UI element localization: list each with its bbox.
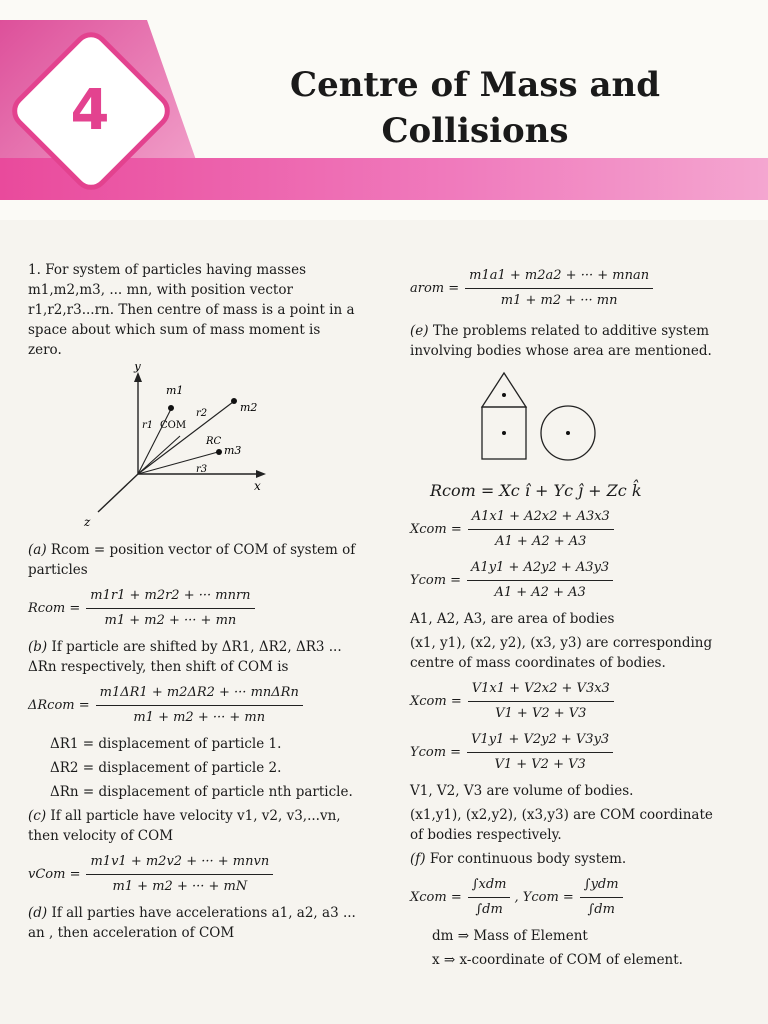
section-b-label: (b) [28,639,48,655]
continuous-ycom-lhs: , Ycom = [514,889,574,905]
label-r1: r1 [142,420,154,431]
delta-rcom-denominator: m1 + m2 + ··· + mn [133,710,266,725]
xcom-area-denominator: A1 + A2 + A3 [495,534,587,549]
vector-r1 [138,409,171,474]
acom-equation [410,266,730,311]
section-b [28,637,358,677]
intro-text: For system of particles having masses m1,m2,m3, ... mn, with position vector r1,r2,r3...rn. Then centre of mass is a point in a space about which sum of mass moment is zero. [28,262,355,358]
vcom-equation [28,852,358,897]
chapter-number: 4 [70,78,110,143]
delta-rcom-equation [28,683,358,728]
section-f-text: For continuous body system. [429,851,627,867]
label-r2: r2 [196,408,208,419]
ycom-volume-fraction [467,730,613,775]
delta-rcom-numerator: m1ΔR1 + m2ΔR2 + ··· mnΔRn [96,683,303,706]
continuous-xcom-denominator: ∫dm [475,902,503,917]
xcom-volume-numerator: V1x1 + V2x2 + V3x3 [468,679,614,702]
label-com: COM [160,420,187,431]
section-c-label: (c) [28,808,47,824]
ycom-area-lhs: Ycom = [410,572,462,588]
continuous-xcom-numerator: ∫xdm [468,875,511,898]
section-c [28,806,358,846]
section-a-label: (a) [28,542,47,558]
ycom-volume-lhs: Ycom = [410,744,462,760]
label-rc: RC [206,436,222,447]
section-a-text: Rcom = position vector of COM of system of particles [28,542,356,578]
ycom-area-fraction [467,558,613,603]
vcom-lhs: vCom = [28,866,81,882]
circle-com-dot [566,431,570,435]
acom-lhs: arom = [410,280,460,296]
area-note-2: (x1, y1), (x2, y2), (x3, y3) are corresponding centre of mass coordinates of bodies. [410,635,713,671]
label-r3: r3 [196,464,208,475]
mass-m1-dot [168,405,174,411]
xcom-volume-fraction [468,679,614,724]
xcom-area-lhs: Xcom = [410,521,462,537]
ycom-volume-numerator: V1y1 + V2y2 + V3y3 [467,730,613,753]
triangle-com-dot [502,393,506,397]
section-f [410,849,730,869]
label-m1: m1 [166,384,184,397]
xcom-area-equation [410,507,730,552]
shapes-diagram [470,365,670,475]
section-b-text: If particle are shifted by ΔR1, ΔR2, ΔR3 ... ΔRn respectively, then shift of COM is [28,639,342,675]
chapter-header [0,0,768,220]
x-arrow [256,470,266,478]
section-d-text: If all parties have accelerations a1, a2, a3 ... an , then acceleration of COM [28,905,356,941]
displacement-note-1: ΔR1 = displacement of particle 1. [50,736,282,752]
square-com-dot [502,431,506,435]
ycom-area-numerator: A1y1 + A2y2 + A3y3 [467,558,613,581]
rcom-denominator: m1 + m2 + ··· + mn [104,613,237,628]
xcom-area-numerator: A1x1 + A2x2 + A3x3 [468,507,614,530]
chapter-title-line2: Collisions [381,111,569,151]
xcom-volume-denominator: V1 + V2 + V3 [495,706,587,721]
vcom-numerator: m1v1 + m2v2 + ··· + mnvn [86,852,273,875]
mass-m3-dot [216,449,222,455]
acom-fraction [465,266,653,311]
vcom-denominator: m1 + m2 + ··· + mN [112,879,248,894]
item-number: 1. [28,262,41,278]
continuous-com-equation [410,875,730,920]
rcom-vector-equation: Rcom = Xc î + Yc ĵ + Zc k̂ [430,481,642,500]
left-column [28,260,358,947]
rcom-fraction [86,586,254,631]
xcom-area-fraction [468,507,614,552]
acom-denominator: m1 + m2 + ··· mn [500,293,618,308]
chapter-title-line1: Centre of Mass and [290,65,660,105]
displacement-note-n: ΔRn = displacement of particle nth particle. [50,784,353,800]
x-coordinate-note: x ⇒ x-coordinate of COM of element. [432,952,683,968]
y-axis-label: y [134,364,141,373]
section-d-label: (d) [28,905,48,921]
delta-rcom-lhs: ΔRcom = [28,697,90,713]
com-diagram [68,364,268,534]
volume-note-1: V1, V2, V3 are volume of bodies. [410,783,634,799]
z-axis-label: z [84,515,91,529]
label-m2: m2 [240,401,258,414]
volume-note-2: (x1,y1), (x2,y2), (x3,y3) are COM coordinate of bodies respectively. [410,807,713,843]
page-body [0,230,768,1024]
ycom-volume-equation [410,730,730,775]
rcom-equation [28,586,358,631]
section-d [28,903,358,943]
continuous-ycom-numerator: ∫ydm [580,875,623,898]
rcom-lhs: Rcom = [28,600,81,616]
ycom-area-denominator: A1 + A2 + A3 [494,585,586,600]
chapter-title [240,62,710,154]
continuous-xcom-lhs: Xcom = [410,889,462,905]
section-e [410,321,730,361]
ycom-area-equation [410,558,730,603]
ycom-volume-denominator: V1 + V2 + V3 [494,757,586,772]
xcom-volume-equation [410,679,730,724]
section-e-label: (e) [410,323,429,339]
acom-numerator: m1a1 + m2a2 + ··· + mnan [465,266,653,289]
continuous-ycom-denominator: ∫dm [587,902,615,917]
right-column [410,260,730,974]
section-e-text: The problems related to additive system involving bodies whose area are mentioned. [410,323,712,359]
dm-note: dm ⇒ Mass of Element [432,928,588,944]
displacement-note-2: ΔR2 = displacement of particle 2. [50,760,282,776]
label-m3: m3 [224,444,242,457]
continuous-xcom-fraction [468,875,511,920]
z-axis [98,474,138,512]
xcom-volume-lhs: Xcom = [410,693,462,709]
section-f-label: (f) [410,851,426,867]
x-axis-label: x [254,479,261,493]
continuous-ycom-fraction [580,875,623,920]
triangle-shape [482,373,526,407]
rcom-numerator: m1r1 + m2r2 + ··· mnrn [86,586,254,609]
mass-m2-dot [231,398,237,404]
section-a [28,540,358,580]
vcom-fraction [86,852,273,897]
intro-paragraph [28,260,358,360]
delta-rcom-fraction [96,683,303,728]
y-arrow [134,372,142,382]
section-c-text: If all particle have velocity v1, v2, v3,...vn, then velocity of COM [28,808,341,844]
area-note-1: A1, A2, A3, are area of bodies [410,611,615,627]
